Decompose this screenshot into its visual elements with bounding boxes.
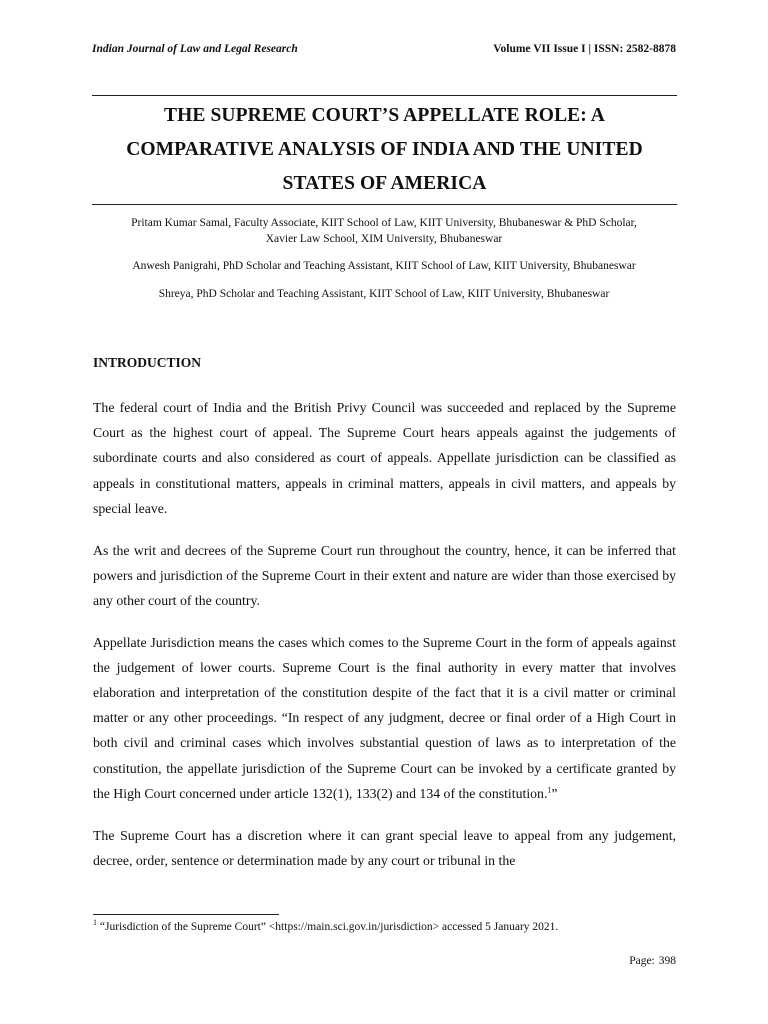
footnote-rule (93, 914, 279, 915)
volume-issn: Volume VII Issue I | ISSN: 2582-8878 (493, 43, 676, 55)
author-3: Shreya, PhD Scholar and Teaching Assistant, KIIT School of Law, KIIT University, Bhubaneswar (158, 287, 610, 300)
footnote-number: 1 (93, 918, 97, 928)
section-heading: INTRODUCTION (93, 355, 202, 370)
author-1: Pritam Kumar Samal, Faculty Associate, KIIT School of Law, KIIT University, Bhubaneswar & PhD Scholar, Xavier Law School, XIM University, Bhubaneswar (131, 217, 637, 245)
paragraph: As the writ and decrees of the Supreme Court run throughout the country, hence, it can be inferred that powers and jurisdiction of the Supreme Court in their extent and nature are wider than those exercised by any other court of the country. (93, 542, 676, 608)
paragraph: The Supreme Court has a discretion where it can grant special leave to appeal from any judgement, decree, order, sentence or determination made by any court or tribunal in the (93, 827, 676, 868)
body-text (93, 395, 676, 889)
paragraph-text: Appellate Jurisdiction means the cases which comes to the Supreme Court in the form of appeals against the judgement of lower courts. Supreme Court is the final authority in every matter that involves elaboration and interpretation of the constitution despite of the fact that it is a civil matter or criminal matter or any other proceedings. “In respect of any judgment, decree or final order of a High Court in both civil and criminal cases which involves substantial question of laws as to interpretation of the constitution, the appellate jurisdiction of the Supreme Court can be invoked by a certificate granted by the High Court concerned under article 132(1), 133(2) and 134 of the constitution. (93, 634, 676, 801)
page-number (625, 955, 676, 967)
journal-name: Indian Journal of Law and Legal Research (92, 43, 298, 55)
footnote-reference[interactable]: 1 (547, 785, 552, 795)
footnote-text: “Jurisdiction of the Supreme Court” <https://main.sci.gov.in/jurisdiction> accessed 5 January 2021. (99, 921, 559, 933)
author-2: Anwesh Panigrahi, PhD Scholar and Teaching Assistant, KIIT School of Law, KIIT University, Bhubaneswar (132, 260, 636, 272)
title-top-rule (92, 95, 677, 96)
author-list (120, 216, 648, 314)
footnote (93, 920, 676, 935)
page-value: 398 (658, 955, 676, 967)
paragraph: The federal court of India and the British Privy Council was succeeded and replaced by the Supreme Court as the highest court of appeal. The Supreme Court hears appeals against the judgements of subordinate courts and also considered as court of appeals. Appellate jurisdiction can be classified as appeals in constitutional matters, appeals in criminal matters, appeals in civil matters, and appeals by special leave. (93, 400, 676, 516)
title-bottom-rule (92, 204, 677, 205)
paragraph (93, 630, 676, 806)
paper-title: THE SUPREME COURT’S APPELLATE ROLE: A COMPARATIVE ANALYSIS OF INDIA AND THE UNITED STATES OF AMERICA (126, 105, 643, 194)
page-label: Page: (629, 955, 655, 967)
closing-quote: ” (551, 785, 558, 801)
